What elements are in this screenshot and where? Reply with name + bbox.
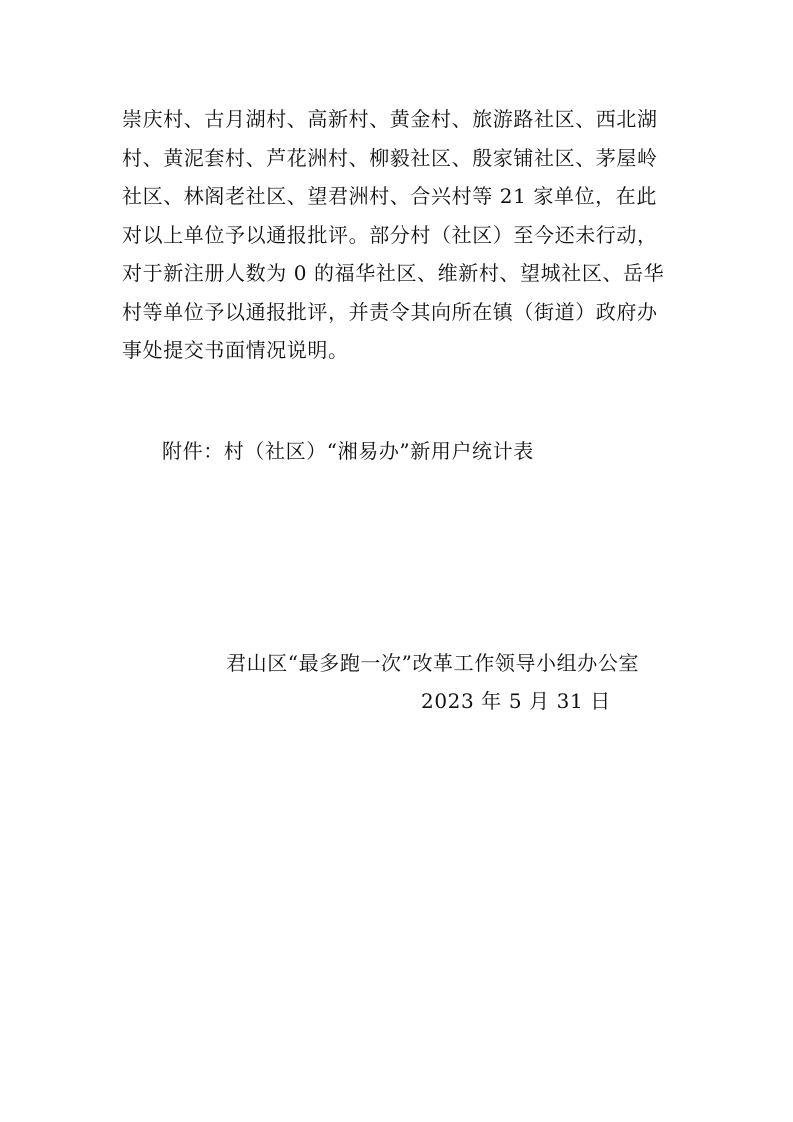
attachment-note: 附件：村（社区）“湘易办”新用户统计表 (162, 439, 534, 463)
body-line: 对以上单位予以通报批评。部分村（社区）至今还未行动， (122, 222, 658, 247)
body-line: 崇庆村、古月湖村、高新村、黄金村、旅游路社区、西北湖 (122, 107, 658, 131)
body-line: 村、黄泥套村、芦花洲村、柳毅社区、殷家铺社区、茅屋岭 (122, 145, 658, 170)
body-line: 社区、林阁老社区、望君洲村、合兴村等 21 家单位，在此 (122, 184, 657, 208)
signature-organization: 君山区“最多跑一次”改革工作领导小组办公室 (226, 651, 640, 675)
body-line: 事处提交书面情况说明。 (122, 338, 349, 362)
body-line: 村等单位予以通报批评，并责令其向所在镇（街道）政府办 (122, 299, 658, 324)
body-paragraph (122, 100, 682, 370)
signature-date: 2023 年 5 月 31 日 (421, 689, 611, 713)
body-line: 对于新注册人数为 0 的福华社区、维新村、望城社区、岳华 (122, 261, 665, 285)
